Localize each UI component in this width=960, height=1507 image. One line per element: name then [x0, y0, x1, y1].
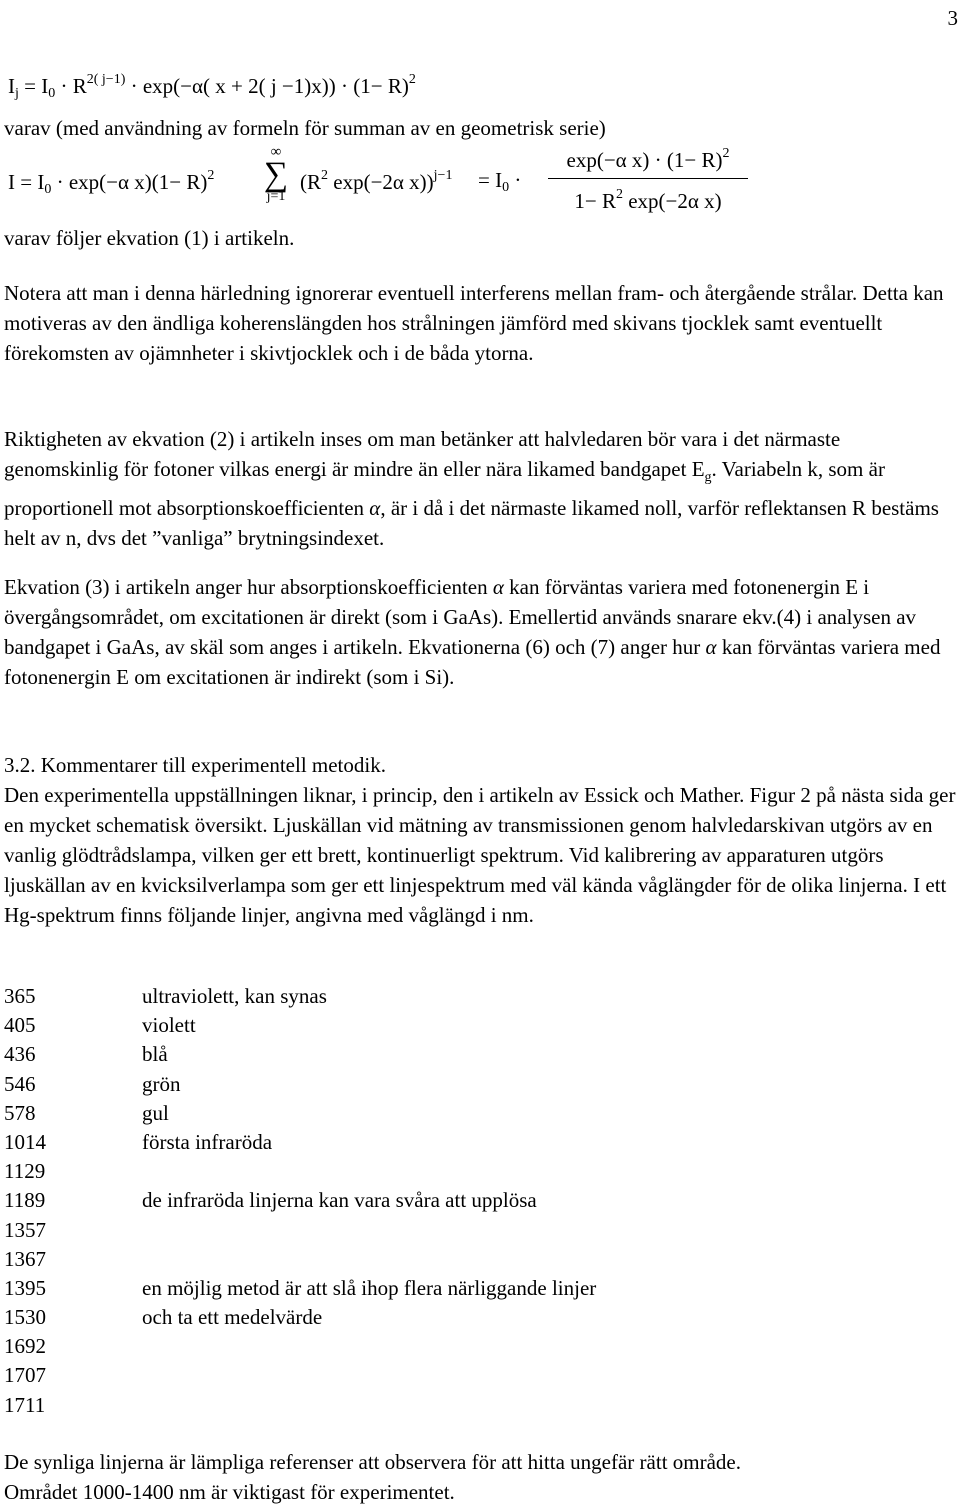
ekvation-part2: kan förväntas variera med fotonenergin E i övergångsområdet, om excitationen är direkt (som i GaAs). Emellertid används snarare ekv.(4) i analysen av bandgapet i GaAs, av skäl som anges i artikeln. Ekvationerna (6) och (7) anger hur — [4, 575, 917, 659]
eq2-lhs-i: I = I — [8, 170, 45, 194]
eq2-den-sup: 2 — [615, 187, 623, 202]
eq2-rhs-prefix — [478, 168, 521, 196]
sum-upper-limit: ∞ — [270, 144, 282, 160]
paragraph-experiment — [4, 780, 956, 930]
wavelength-note: blå — [142, 1042, 168, 1067]
riktighet-part2: . Variabeln k, som är proportionell mot absorptionskoefficienten — [4, 457, 885, 521]
wavelength: 1129 — [4, 1159, 46, 1184]
eq1-r-sup: 2( j−1) — [86, 72, 126, 87]
eq1-lhs-sub: j — [15, 86, 19, 101]
closing-line-2: Området 1000-1400 nm är viktigast för experimentet. — [4, 1480, 455, 1504]
eq2-mid-body: exp(−2α x)) — [333, 170, 434, 194]
section-heading — [4, 750, 956, 780]
eq2-lhs — [8, 168, 214, 198]
eq2-num-body: exp(−α x) · (1− R) — [566, 148, 723, 172]
sum-lower-limit: j=1 — [266, 189, 286, 204]
wavelength: 405 — [4, 1013, 36, 1038]
wavelength-note: violett — [142, 1013, 196, 1038]
eq2-lhs-sup: 2 — [207, 168, 215, 183]
eq2-num-sup: 2 — [722, 146, 730, 161]
closing-line-1: De synliga linjerna är lämpliga referenser att observera för att hitta ungefär rätt område. — [4, 1450, 741, 1474]
ekvation-part3: kan förväntas variera med fotonenergin E om excitationen är indirekt (som i Si). — [4, 635, 941, 689]
eq2-denominator — [548, 181, 748, 215]
wavelength: 1711 — [4, 1392, 46, 1417]
eq2-numerator — [548, 140, 748, 174]
page-number: 3 — [947, 6, 958, 30]
paragraph-experiment-text: Den experimentella uppställningen liknar, i princip, den i artikeln av Essick och Mather. Figur 2 på nästa sida ger en mycket schematisk översikt. Ljuskällan vid mätning av transmissionen genom halvledarskivan utgörs av en vanlig glödtrådslampa, vilken ger ett brett, kontinuerligt spektrum. Vid kalibrering av apparaturen utgörs ljuskällan av en kvicksilverlampa som ger ett linjespektrum med väl kända våglängder för de olika linjerna. I ett Hg-spektrum finns följande linjer, angivna med våglängd i nm. — [4, 783, 956, 927]
list-item — [4, 1128, 904, 1157]
paragraph-ekvation — [4, 572, 956, 692]
ekvation-part1: Ekvation (3) i artikeln anger hur absorptionskoefficienten — [4, 575, 493, 599]
riktighet-part3: , är i då i det närmaste likamed noll, varför reflektansen R bestäms helt av n, dvs det ”vanliga” brytningsindexet. — [4, 496, 939, 551]
eq1-r: R — [72, 74, 87, 98]
list-item — [4, 1391, 904, 1420]
paragraph-ekvation-text — [4, 572, 956, 692]
list-item — [4, 1245, 904, 1274]
list-item — [4, 982, 904, 1011]
wavelength: 1707 — [4, 1363, 46, 1388]
eq2-lhs-body: · exp(−α x)(1− R) — [56, 170, 208, 194]
wavelength-note: grön — [142, 1071, 181, 1096]
wavelength-note: en möjlig metod är att slå ihop flera närliggande linjer — [142, 1275, 597, 1300]
wavelength: 1692 — [4, 1334, 46, 1359]
paragraph-riktighet — [4, 424, 956, 553]
section-heading-text: 3.2. Kommentarer till experimentell metodik. — [4, 753, 386, 777]
wavelength: 436 — [4, 1042, 36, 1067]
list-item — [4, 1099, 904, 1128]
list-item — [4, 1186, 904, 1215]
eq2-lhs-sub: 0 — [44, 182, 52, 197]
spectrum-line-list — [4, 982, 904, 1420]
alpha-symbol: α — [369, 496, 381, 521]
list-item — [4, 1157, 904, 1186]
wavelength-note: ultraviolett, kan synas — [142, 984, 327, 1008]
eq2-rhs-i: = I — [478, 168, 503, 192]
wavelength: 1014 — [4, 1129, 46, 1154]
eq2-rhs-sub: 0 — [502, 180, 510, 195]
eq2-den-start: 1− R — [574, 189, 616, 213]
list-item — [4, 1011, 904, 1040]
wavelength: 365 — [4, 984, 36, 1008]
alpha-symbol: α — [492, 575, 504, 599]
list-item — [4, 1216, 904, 1245]
eq1-lhs: I — [8, 74, 15, 98]
riktighet-sub-g: g — [704, 470, 712, 486]
list-item — [4, 1303, 904, 1332]
sigma-icon: ∑ — [263, 156, 289, 193]
wavelength: 578 — [4, 1100, 36, 1125]
eq1-equals: = — [24, 74, 36, 98]
list-item — [4, 1040, 904, 1069]
list-item — [4, 1070, 904, 1099]
wavelength: 1367 — [4, 1246, 46, 1271]
text-geometric-series: varav (med användning av formeln för summan av en geometrisk serie) — [4, 116, 606, 140]
alpha-symbol: α — [705, 635, 717, 659]
closing-paragraph — [4, 1447, 741, 1507]
eq2-mid-open: (R — [300, 170, 321, 194]
eq2-mid-sup2: j−1 — [433, 168, 453, 183]
riktighet-part1: Riktigheten av ekvation (2) i artikeln inses om man betänker att halvledaren bör vara i det närmaste genomskinlig för fotoner vilkas energi är mindre än eller nära likamed bandgapet E — [4, 427, 841, 481]
wavelength-note: de infraröda linjerna kan vara svåra att upplösa — [142, 1188, 537, 1213]
wavelength-note: gul — [142, 1100, 169, 1125]
eq1-body: · exp(−α( x + 2( j −1)x)) · (1− R) — [130, 74, 409, 98]
eq2-mid-sup: 2 — [321, 168, 328, 183]
fraction-bar — [548, 178, 748, 179]
wavelength: 1357 — [4, 1217, 46, 1242]
paragraph-riktighet-text — [4, 424, 956, 553]
paragraph-interference — [4, 278, 956, 368]
wavelength: 546 — [4, 1071, 36, 1096]
equation-total-intensity — [8, 140, 948, 216]
paragraph-interference-text: Notera att man i denna härledning ignorerar eventuell interferens mellan fram- och återgående strålar. Detta kan motiveras av den ändliga koherenslängden hos strålningen jämförd med skivans tjocklek samt eventuellt förekomsten av ojämnheter i skivtjocklek och i de båda ytorna. — [4, 281, 944, 365]
eq1-tail-sup: 2 — [408, 72, 416, 87]
eq2-fraction — [548, 140, 748, 215]
eq2-rhs-dot: · — [514, 168, 522, 192]
text-follows-equation: varav följer ekvation (1) i artikeln. — [4, 226, 295, 250]
eq2-den-body: exp(−2α x) — [628, 189, 722, 213]
wavelength: 1530 — [4, 1305, 46, 1330]
wavelength-note: första infraröda — [142, 1129, 273, 1154]
wavelength-note: och ta ett medelvärde — [142, 1305, 323, 1330]
wavelength: 1395 — [4, 1275, 46, 1300]
sum-symbol — [256, 144, 296, 204]
list-item — [4, 1274, 904, 1303]
eq1-i0-sub: 0 — [48, 86, 56, 101]
eq2-sum-term — [300, 168, 452, 195]
list-item — [4, 1361, 904, 1390]
list-item — [4, 1332, 904, 1361]
wavelength: 1189 — [4, 1188, 46, 1213]
equation-intensity-j — [8, 72, 416, 102]
eq1-dot: · — [60, 74, 68, 98]
eq1-i0: I — [41, 74, 49, 98]
